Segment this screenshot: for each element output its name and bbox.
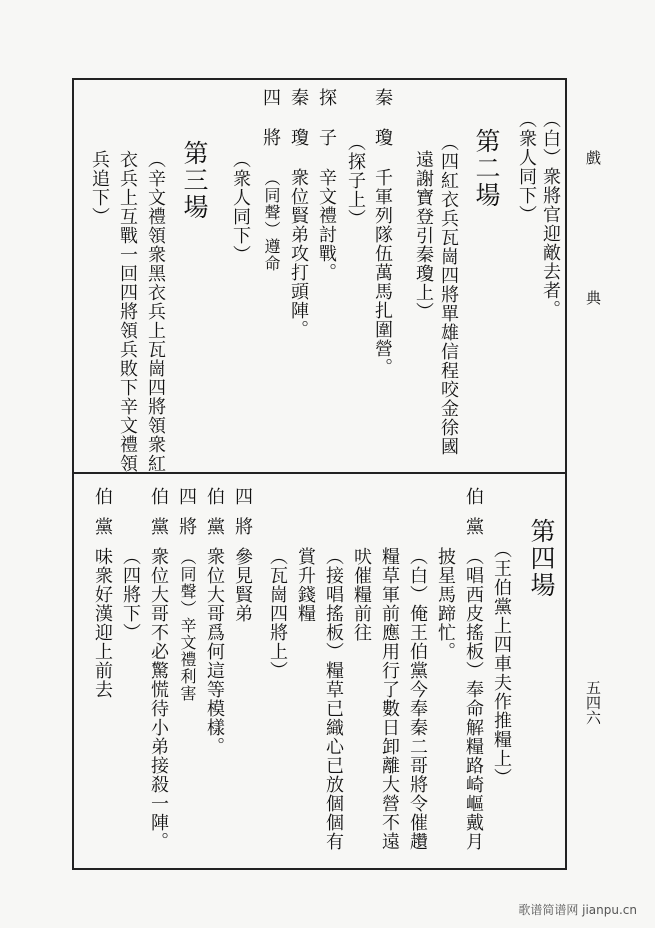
text-column: 糧草軍前應用行了數日卸離大營不遠	[379, 547, 400, 851]
speaker: 黨	[463, 517, 484, 536]
speaker: 伯	[204, 487, 225, 506]
watermark: 歌谱简谱网 jianpu.cn	[518, 903, 637, 917]
text-column: （衆人同下）	[230, 150, 251, 264]
text-column: （衆人同下）	[516, 110, 537, 224]
text-column: （四將下）	[120, 547, 141, 642]
speaker: 黨	[148, 517, 169, 536]
book-title-2: 典	[584, 290, 602, 305]
text-column: 兵追下）	[89, 150, 110, 226]
scene-heading: 第三場	[180, 140, 209, 221]
text-column: （白）俺王伯黨今奉秦二哥將令催趲	[407, 547, 428, 851]
speaker: 黨	[92, 517, 113, 536]
text-column: （探子上）	[345, 133, 366, 228]
speaker: 伯	[92, 487, 113, 506]
text-column: 披星馬蹄忙。	[435, 547, 456, 661]
text-column: （同聲）辛文禮利害	[178, 549, 197, 702]
text-column: （唱西皮搖板）奉命解糧路崎嶇戴月	[463, 547, 484, 851]
speaker: 探	[316, 88, 337, 107]
book-title: 戲	[584, 150, 602, 165]
text-column: （辛文禮領衆黑衣兵上瓦崗四將領衆紅	[145, 150, 166, 473]
text-column: 衣兵上互戰一回四將領兵敗下辛文禮領	[117, 150, 138, 473]
text-column: （同聲）遵命	[262, 170, 281, 272]
speaker: 子	[316, 128, 337, 147]
text-column: （四紅衣兵瓦崗四將單雄信程咬金徐國	[438, 133, 459, 456]
speaker: 黨	[204, 517, 225, 536]
speaker: 四	[176, 487, 197, 506]
text-column: 參見賢弟	[232, 547, 253, 623]
text-column: 辛文禮討戰。	[316, 168, 337, 282]
text-column: （白）衆將官迎敵去者。	[540, 110, 561, 319]
text-column: 衆位大哥不必驚慌待小弟接殺一陣。	[148, 547, 169, 851]
scene-heading: 第四場	[527, 518, 556, 599]
text-column: 衆位賢弟攻打頭陣。	[288, 168, 309, 339]
speaker: 秦	[372, 88, 393, 107]
speaker: 四	[260, 88, 281, 107]
text-column: 賞升錢糧	[295, 547, 316, 623]
speaker: 四	[232, 487, 253, 506]
text-column: （瓦崗四將上）	[267, 547, 288, 680]
scene-heading: 第二場	[472, 128, 501, 209]
text-column: （王伯黨上四車夫作推糧上）	[491, 540, 512, 787]
text-column: 味衆好漢迎上前去	[92, 547, 113, 699]
text-column: 千軍列隊伍萬馬扎圍營。	[372, 168, 393, 377]
speaker: 伯	[148, 487, 169, 506]
speaker: 將	[232, 517, 253, 536]
speaker: 伯	[463, 487, 484, 506]
speaker: 將	[260, 128, 281, 147]
page-number: 五四六	[584, 680, 602, 725]
text-column: 吠催糧前往	[351, 547, 372, 642]
speaker: 秦	[288, 88, 309, 107]
speaker: 瓊	[288, 128, 309, 147]
text-column: 衆位大哥爲何這等模樣。	[204, 547, 225, 756]
speaker: 將	[176, 517, 197, 536]
speaker: 瓊	[372, 128, 393, 147]
text-column: 遠謝寶登引秦瓊上）	[413, 150, 434, 321]
text-column: （接唱搖板）糧草已織心已放個個有	[323, 547, 344, 851]
